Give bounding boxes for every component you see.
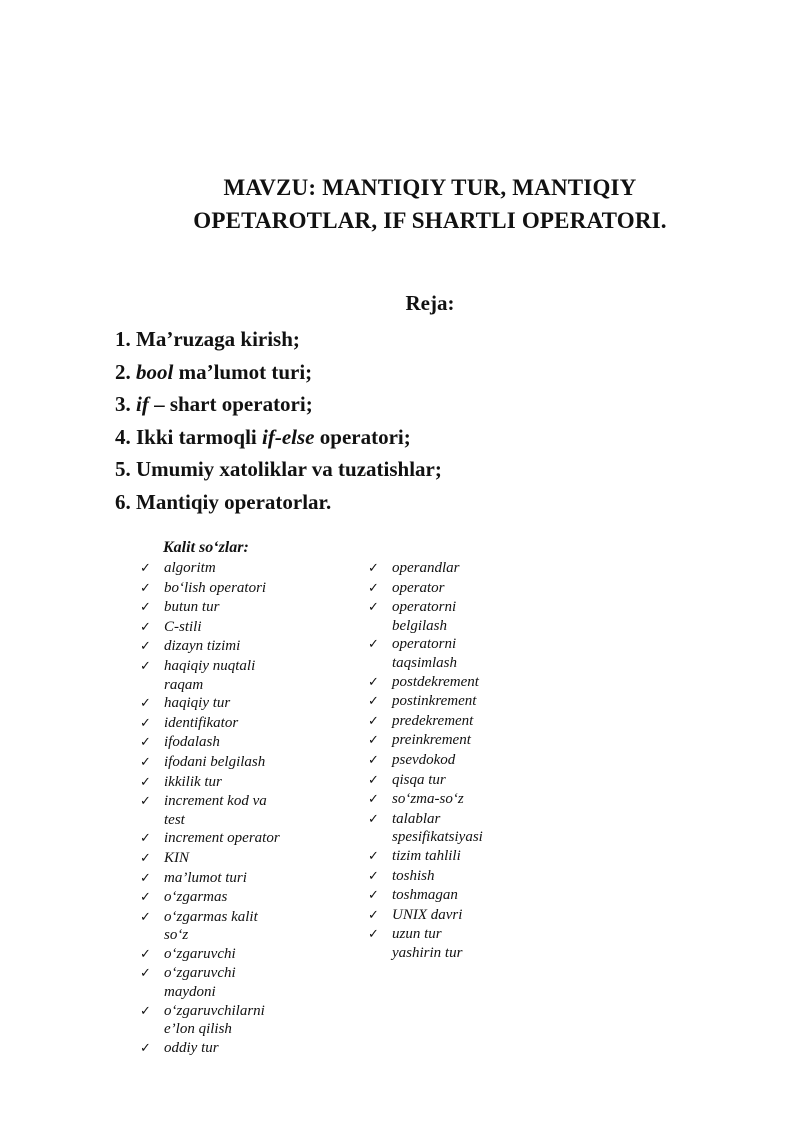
checkmark-icon: ✓	[140, 580, 151, 596]
keyword-item	[140, 1002, 368, 1039]
keyword-item	[140, 598, 368, 618]
keyword-item	[140, 637, 368, 657]
keyword-item	[140, 618, 368, 638]
checkmark-icon: ✓	[368, 792, 379, 808]
keyword-text: increment operator	[164, 830, 280, 847]
keyword-item	[368, 906, 618, 926]
keyword-text: tizim tahlili	[392, 847, 461, 864]
keyword-item	[368, 847, 618, 867]
keyword-text: o‘zgarmas	[164, 889, 228, 906]
keyword-text: oddiy tur	[164, 1039, 219, 1056]
keyword-item	[140, 964, 368, 1001]
keyword-item	[368, 886, 618, 906]
reja-item: 4. Ikki tarmoqli if-else operatori;	[115, 424, 411, 449]
keyword-item	[140, 849, 368, 869]
keyword-item	[140, 773, 368, 793]
keywords-columns	[140, 559, 800, 1058]
checkmark-icon: ✓	[140, 1040, 151, 1056]
keyword-item	[140, 869, 368, 889]
checkmark-icon: ✓	[368, 561, 379, 576]
checkmark-icon: ✓	[140, 735, 151, 751]
keyword-item	[368, 712, 618, 732]
checkmark-icon: ✓	[368, 580, 379, 596]
reja-item: 2. bool ma’lumot turi;	[115, 359, 313, 384]
title-line-1: MAVZU: MANTIQIY TUR, MANTIQIY	[223, 175, 637, 200]
keyword-item	[140, 829, 368, 849]
keyword-text: butun tur	[164, 599, 220, 616]
checkmark-icon: ✓	[140, 658, 151, 674]
keyword-item	[368, 559, 618, 579]
checkmark-icon: ✓	[140, 696, 151, 712]
checkmark-icon: ✓	[368, 811, 379, 827]
keywords-col-right	[368, 559, 618, 1058]
keyword-text: dizayn tizimi	[164, 638, 241, 655]
keyword-text: haqiqiy nuqtali raqam	[164, 657, 256, 693]
checkmark-icon: ✓	[140, 619, 151, 635]
checkmark-icon: ✓	[140, 774, 151, 790]
checkmark-icon: ✓	[368, 637, 379, 653]
checkmark-icon: ✓	[368, 713, 379, 729]
keyword-item	[140, 1039, 368, 1059]
checkmark-icon: ✓	[140, 890, 151, 906]
keyword-item	[140, 888, 368, 908]
checkmark-icon: ✓	[140, 600, 151, 616]
checkmark-icon: ✓	[140, 909, 151, 925]
checkmark-icon: ✓	[140, 639, 151, 655]
keyword-item	[140, 559, 368, 579]
keyword-item	[368, 867, 618, 887]
checkmark-icon: ✓	[140, 966, 151, 982]
keyword-item	[140, 579, 368, 599]
checkmark-icon: ✓	[368, 848, 379, 864]
keyword-item	[140, 657, 368, 694]
keyword-text: operatorni belgilash	[392, 599, 457, 634]
reja-item: 5. Umumiy xatoliklar va tuzatishlar;	[115, 457, 442, 481]
keywords-heading: Kalit so‘zlar:	[163, 539, 249, 556]
keyword-text: algoritm	[164, 560, 216, 576]
checkmark-icon: ✓	[140, 1003, 151, 1019]
checkmark-icon: ✓	[140, 831, 151, 847]
checkmark-icon: ✓	[140, 794, 151, 810]
keyword-text: ifodalash	[164, 734, 220, 751]
checkmark-icon: ✓	[368, 907, 379, 923]
keyword-text: psevdokod	[392, 751, 456, 768]
keyword-text: predekrement	[392, 712, 474, 729]
keyword-item	[140, 792, 368, 829]
checkmark-icon: ✓	[368, 772, 379, 788]
keyword-item	[140, 694, 368, 714]
keyword-text: bo‘lish operatori	[164, 579, 267, 596]
checkmark-icon: ✓	[368, 752, 379, 768]
keyword-text: operatorni taqsimlash	[392, 636, 458, 671]
checkmark-icon: ✓	[368, 733, 379, 749]
keyword-item	[368, 771, 618, 791]
checkmark-icon: ✓	[368, 694, 379, 710]
checkmark-icon: ✓	[140, 754, 151, 770]
keyword-text: o‘zgaruvchilarni e’lon qilish	[164, 1002, 265, 1038]
keyword-item	[140, 714, 368, 734]
keyword-text: preinkrement	[392, 732, 471, 749]
keyword-item	[368, 790, 618, 810]
checkmark-icon: ✓	[140, 715, 151, 731]
checkmark-icon: ✓	[368, 868, 379, 884]
checkmark-icon: ✓	[140, 850, 151, 866]
keyword-item	[140, 753, 368, 773]
plan-heading: Reja:	[405, 291, 455, 315]
keyword-text: ma’lumot turi	[164, 869, 247, 886]
keyword-text: o‘zgaruvchi maydoni	[164, 965, 236, 1001]
keyword-item	[368, 731, 618, 751]
keyword-text: o‘zgarmas kalit so‘z	[164, 908, 258, 944]
keyword-text: increment kod va test	[164, 793, 267, 828]
reja-item: 3. if – shart operatori;	[115, 392, 313, 416]
keyword-item	[368, 579, 618, 599]
keyword-text: qisqa tur	[392, 771, 446, 788]
keyword-text: o‘zgaruvchi	[164, 945, 236, 962]
keyword-item	[368, 810, 618, 847]
keyword-text: haqiqiy tur	[164, 695, 231, 712]
keyword-text: postinkrement	[392, 693, 477, 710]
keyword-text: operandlar	[392, 560, 460, 576]
checkmark-icon: ✓	[368, 674, 379, 690]
keyword-text: so‘zma-so‘z	[392, 791, 464, 808]
keyword-item	[368, 692, 618, 712]
keyword-item	[368, 598, 618, 635]
keyword-text: UNIX davri	[392, 906, 463, 923]
reja-item: 1. Ma’ruzaga kirish;	[115, 327, 300, 351]
checkmark-icon: ✓	[140, 561, 151, 576]
reja-list	[115, 323, 735, 518]
keyword-text: uzun tur yashirin tur	[392, 926, 463, 961]
keyword-item	[368, 673, 618, 693]
keyword-text: C-stili	[164, 618, 202, 635]
keyword-text: toshmagan	[392, 887, 458, 904]
keyword-text: talablar spesifikatsiyasi	[392, 810, 483, 846]
keyword-text: identifikator	[164, 714, 239, 731]
document-title	[120, 0, 740, 237]
reja-item: 6. Mantiqiy operatorlar.	[115, 489, 332, 514]
keyword-text: postdekrement	[392, 673, 479, 690]
keyword-item	[140, 733, 368, 753]
checkmark-icon: ✓	[368, 600, 379, 616]
checkmark-icon: ✓	[368, 888, 379, 904]
keyword-item	[140, 945, 368, 965]
keyword-text: toshish	[392, 867, 435, 884]
keyword-text: ikkilik tur	[164, 773, 222, 790]
keyword-item	[368, 751, 618, 771]
checkmark-icon: ✓	[140, 946, 151, 962]
keyword-text: KIN	[164, 849, 190, 866]
checkmark-icon: ✓	[140, 870, 151, 886]
keyword-item	[140, 908, 368, 945]
keyword-item	[368, 635, 618, 672]
keyword-item	[368, 925, 618, 962]
keyword-text: operator	[392, 579, 445, 596]
title-line-2: OPETAROTLAR, IF SHARTLI OPERATORI.	[193, 208, 667, 233]
keywords-col-left	[140, 559, 368, 1058]
checkmark-icon: ✓	[368, 927, 379, 943]
keyword-text: ifodani belgilash	[164, 753, 266, 770]
